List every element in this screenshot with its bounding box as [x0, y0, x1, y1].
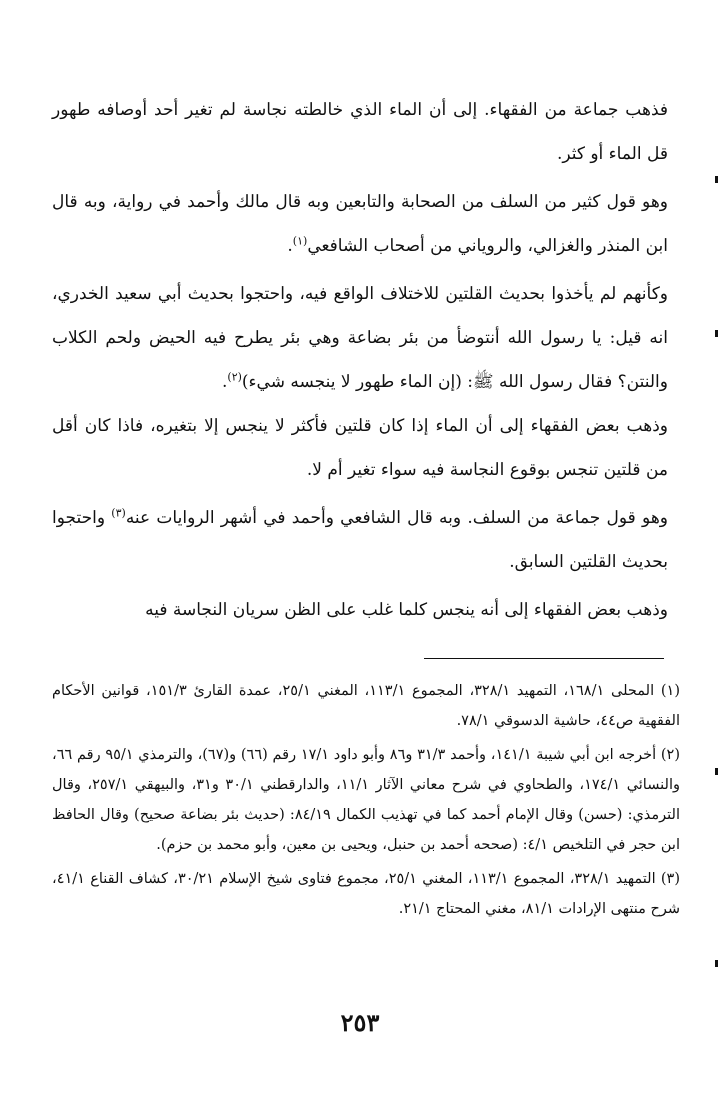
paragraph-4: [52, 404, 668, 492]
footnote-2-text: أخرجه ابن أبي شيبة ١٤١/١، وأحمد ٣١/٣ و٨٦ وأبو داود ١٧/١ رقم (٦٦) و(٦٧)، والترمذي ٩٥/١ رقم ٦٦، والنسائي ١٧٤/١، والطحاوي في شرح معاني الآثار ١١/١، والدارقطني ٣٠/١ و٣١، والبيهقي ٢٥٧/١، وقال الترمذي: (حسن) وقال الإمام أحمد كما في تهذيب الكمال ٨٤/١٩: (حديث بئر بضاعة صحيح) وقال الحافظ ابن حجر في التلخيص ٤/١: (صححه أحمد بن حنبل، ويحيى بن معين، وأبو محمد بن حزم).: [52, 747, 681, 853]
footnote-1-number: (١): [660, 683, 680, 699]
margin-mark: [715, 960, 718, 967]
margin-mark: [715, 768, 718, 775]
footnote-3: [52, 864, 680, 924]
paragraph-1-text: فذهب جماعة من الفقهاء. إلى أن الماء الذي خالطته نجاسة لم تغير أحد أوصافه طهور قل الماء أو كثر.: [52, 100, 668, 164]
footnote-3-text: التمهيد ٣٢٨/١، المجموع ١١٣/١، المغني ٢٥/١، مجموع فتاوى شيخ الإسلام ٣٠/٢١، كشاف القناع ٤١/١، شرح منتهى الإرادات ٨١/١، مغني المحتاج ٢١/١.: [52, 871, 680, 917]
paragraph-2-text: وهو قول كثير من السلف من الصحابة والتابعين وبه قال مالك وأحمد في رواية، وبه قال ابن المنذر والغزالي، والروياني من أصحاب الشافعي: [52, 192, 668, 256]
footnote-ref-1: (١): [292, 234, 308, 248]
paragraph-2-end: .: [287, 236, 293, 256]
paragraph-3-text: وكأنهم لم يأخذوا بحديث القلتين للاختلاف الواقع فيه، واحتجوا بحديث أبي سعيد الخدري، انه قيل: يا رسول الله أنتوضأ من بئر بضاعة وهي بئر يطرح فيه الحيض ولحم الكلاب والنتن؟ فقال رسول الله ﷺ: (إن الماء طهور لا ينجسه شيء): [52, 284, 668, 392]
paragraph-5: [52, 496, 668, 584]
margin-mark: [715, 176, 718, 183]
footnote-3-number: (٣): [660, 871, 681, 887]
paragraph-1: [52, 88, 668, 176]
paragraph-4-text: وذهب بعض الفقهاء إلى أن الماء إذا كان قلتين فأكثر لا ينجس إلا بتغيره، فاذا كان أقل من قلتين تنجس بوقوع النجاسة فيه سواء تغير أم لا.: [52, 416, 668, 480]
paragraph-6-text: وذهب بعض الفقهاء إلى أنه ينجس كلما غلب على الظن سريان النجاسة فيه: [145, 600, 668, 620]
footnote-separator: [424, 658, 664, 659]
footnote-2-number: (٢): [660, 747, 680, 763]
footnote-ref-2: (٢): [227, 370, 242, 384]
paragraph-2: [52, 180, 668, 268]
footnote-ref-3: (٣): [111, 506, 126, 520]
footnote-1-text: المحلى ١٦٨/١، التمهيد ٣٢٨/١، المجموع ١١٣/١، المغني ٢٥/١، عمدة القارئ ١٥١/٣، قوانين الأحكام الفقهية ص٤٤، حاشية الدسوقي ٧٨/١.: [52, 683, 680, 729]
footnote-1: [52, 676, 680, 736]
footnotes: [52, 676, 680, 928]
page-number: ٢٥٣: [340, 1008, 380, 1037]
footnote-2: [52, 740, 680, 860]
paragraph-6: [52, 588, 668, 632]
paragraph-5-end: واحتجوا بحديث القلتين السابق.: [52, 508, 668, 572]
margin-mark: [715, 330, 718, 337]
paragraph-3: [52, 272, 668, 404]
paragraph-5-text: وهو قول جماعة من السلف. وبه قال الشافعي وأحمد في أشهر الروايات عنه: [125, 508, 668, 528]
paragraph-3-end: .: [221, 372, 228, 392]
